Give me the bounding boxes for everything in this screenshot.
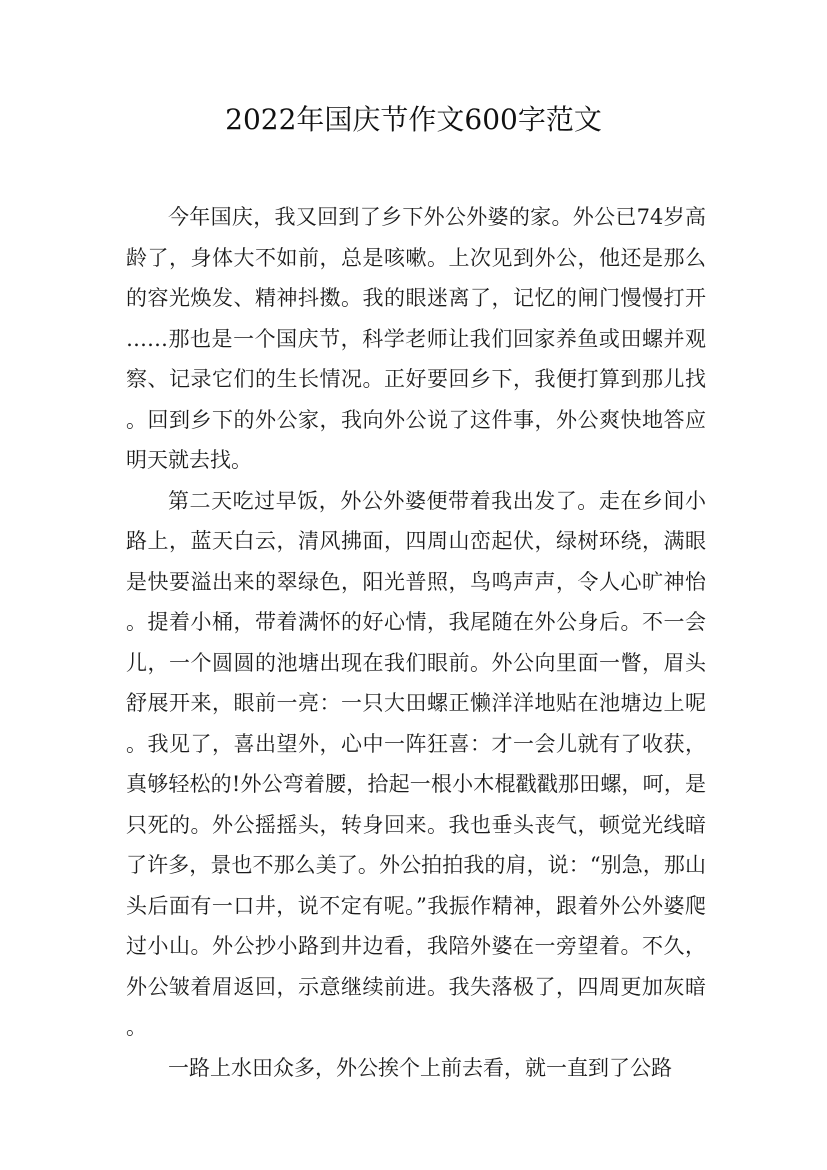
document-title: 2022年国庆节作文600字范文	[225, 103, 602, 136]
paragraph-2: 第二天吃过早饭，外公外婆便带着我出发了。走在乡间小路上，蓝天白云，清风拂面，四周山峦起伏，绿树环绕，满眼是快要溢出来的翠绿色，阳光普照，鸟鸣声声，令人心旷神怡。提着小桶，带着满怀的好心情，我尾随在外公身后。不一会儿，一个圆圆的池塘出现在我们眼前。外公向里面一瞥，眉头舒展开来，眼前一亮：一只大田螺正懒洋洋地贴在池塘边上呢。我见了，喜出望外，心中一阵狂喜：才一会儿就有了收获，真够轻松的!外公弯着腰，拾起一根小木棍戳戳那田螺，呵，是只死的。外公摇摇头，转身回来。我也垂头丧气，顿觉光线暗了许多，景也不那么美了。外公拍拍我的肩，说：“别急，那山头后面有一口井，说不定有呢。”我振作精神，跟着外公外婆爬过小山。外公抄小路到井边看，我陪外婆在一旁望着。不久，外公皱着眉返回，示意继续前进。我失落极了，四周更加灰暗。	[126, 488, 706, 1039]
paragraph-1: 今年国庆，我又回到了乡下外公外婆的家。外公已74岁高龄了，身体大不如前，总是咳嗽。上次见到外公，他还是那么的容光焕发、精神抖擞。我的眼迷离了，记忆的闸门慢慢打开……那也是一个国庆节，科学老师让我们回家养鱼或田螺并观察、记录它们的生长情况。正好要回乡下，我便打算到那儿找。回到乡下的外公家，我向外公说了这件事，外公爽快地答应明天就去找。	[126, 205, 706, 472]
paragraph-3: 一路上水田众多，外公挨个上前去看，就一直到了公路	[168, 1055, 672, 1080]
document-body	[126, 197, 706, 1088]
